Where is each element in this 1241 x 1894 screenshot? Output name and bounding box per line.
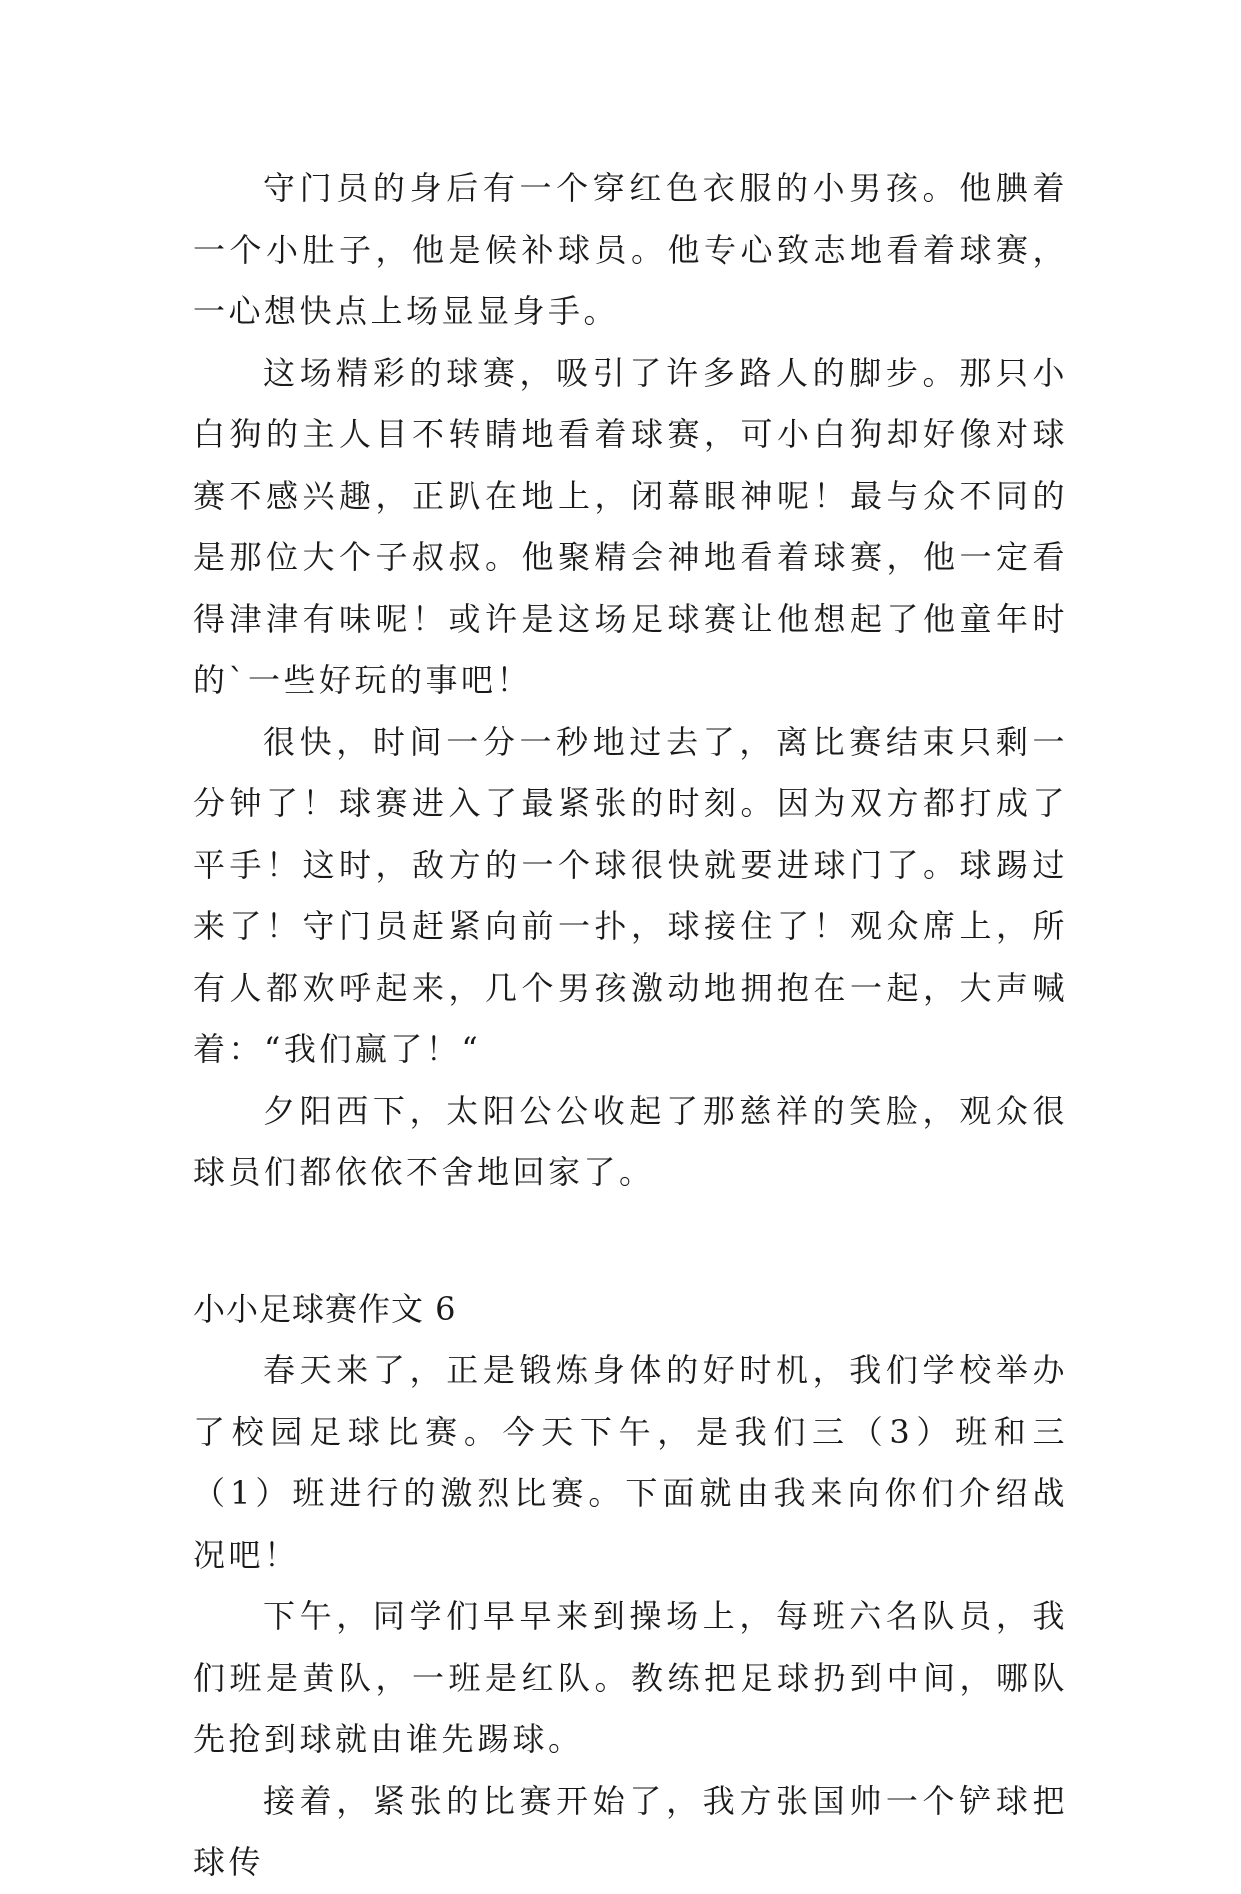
paragraph: 很快，时间一分一秒地过去了，离比赛结束只剩一分钟了！球赛进入了最紧张的时刻。因为双方都打成了平手！这时，敌方的一个球很快就要进球门了。球踢过来了！守门员赶紧向前一扑，球接住了！观众席上，所有人都欢呼起来，几个男孩激动地拥抱在一起，大声喊着：“我们赢了！“ — [193, 722, 1068, 1068]
paragraph: 夕阳西下，太阳公公收起了那慈祥的笑脸，观众很球员们都依依不舍地回家了。 — [193, 1091, 1068, 1191]
section-spacer — [193, 1204, 1068, 1279]
paragraph: 这场精彩的球赛，吸引了许多路人的脚步。那只小白狗的主人目不转睛地看着球赛，可小白狗却好像对球赛不感兴趣，正趴在地上，闭幕眼神呢！最与众不同的是那位大个子叔叔。他聚精会神地看着球赛，他一定看得津津有味呢！或许是这场足球赛让他想起了他童年时的`一些好玩的事吧！ — [193, 353, 1068, 699]
section-heading: 小小足球赛作文 6 — [193, 1289, 457, 1328]
document-body — [193, 158, 1068, 1894]
paragraph: 守门员的身后有一个穿红色衣服的小男孩。他腆着一个小肚子，他是候补球员。他专心致志地看着球赛，一心想快点上场显显身手。 — [193, 169, 1068, 330]
paragraph: 春天来了，正是锻炼身体的好时机，我们学校举办了校园足球比赛。今天下午，是我们三（3）班和三（1）班进行的激烈比赛。下面就由我来向你们介绍战况吧！ — [193, 1351, 1068, 1574]
paragraph: 下午，同学们早早来到操场上，每班六名队员，我们班是黄队，一班是红队。教练把足球扔到中间，哪队先抢到球就由谁先踢球。 — [193, 1597, 1068, 1758]
paragraph: 接着，紧张的比赛开始了，我方张国帅一个铲球把球传 — [193, 1781, 1068, 1881]
